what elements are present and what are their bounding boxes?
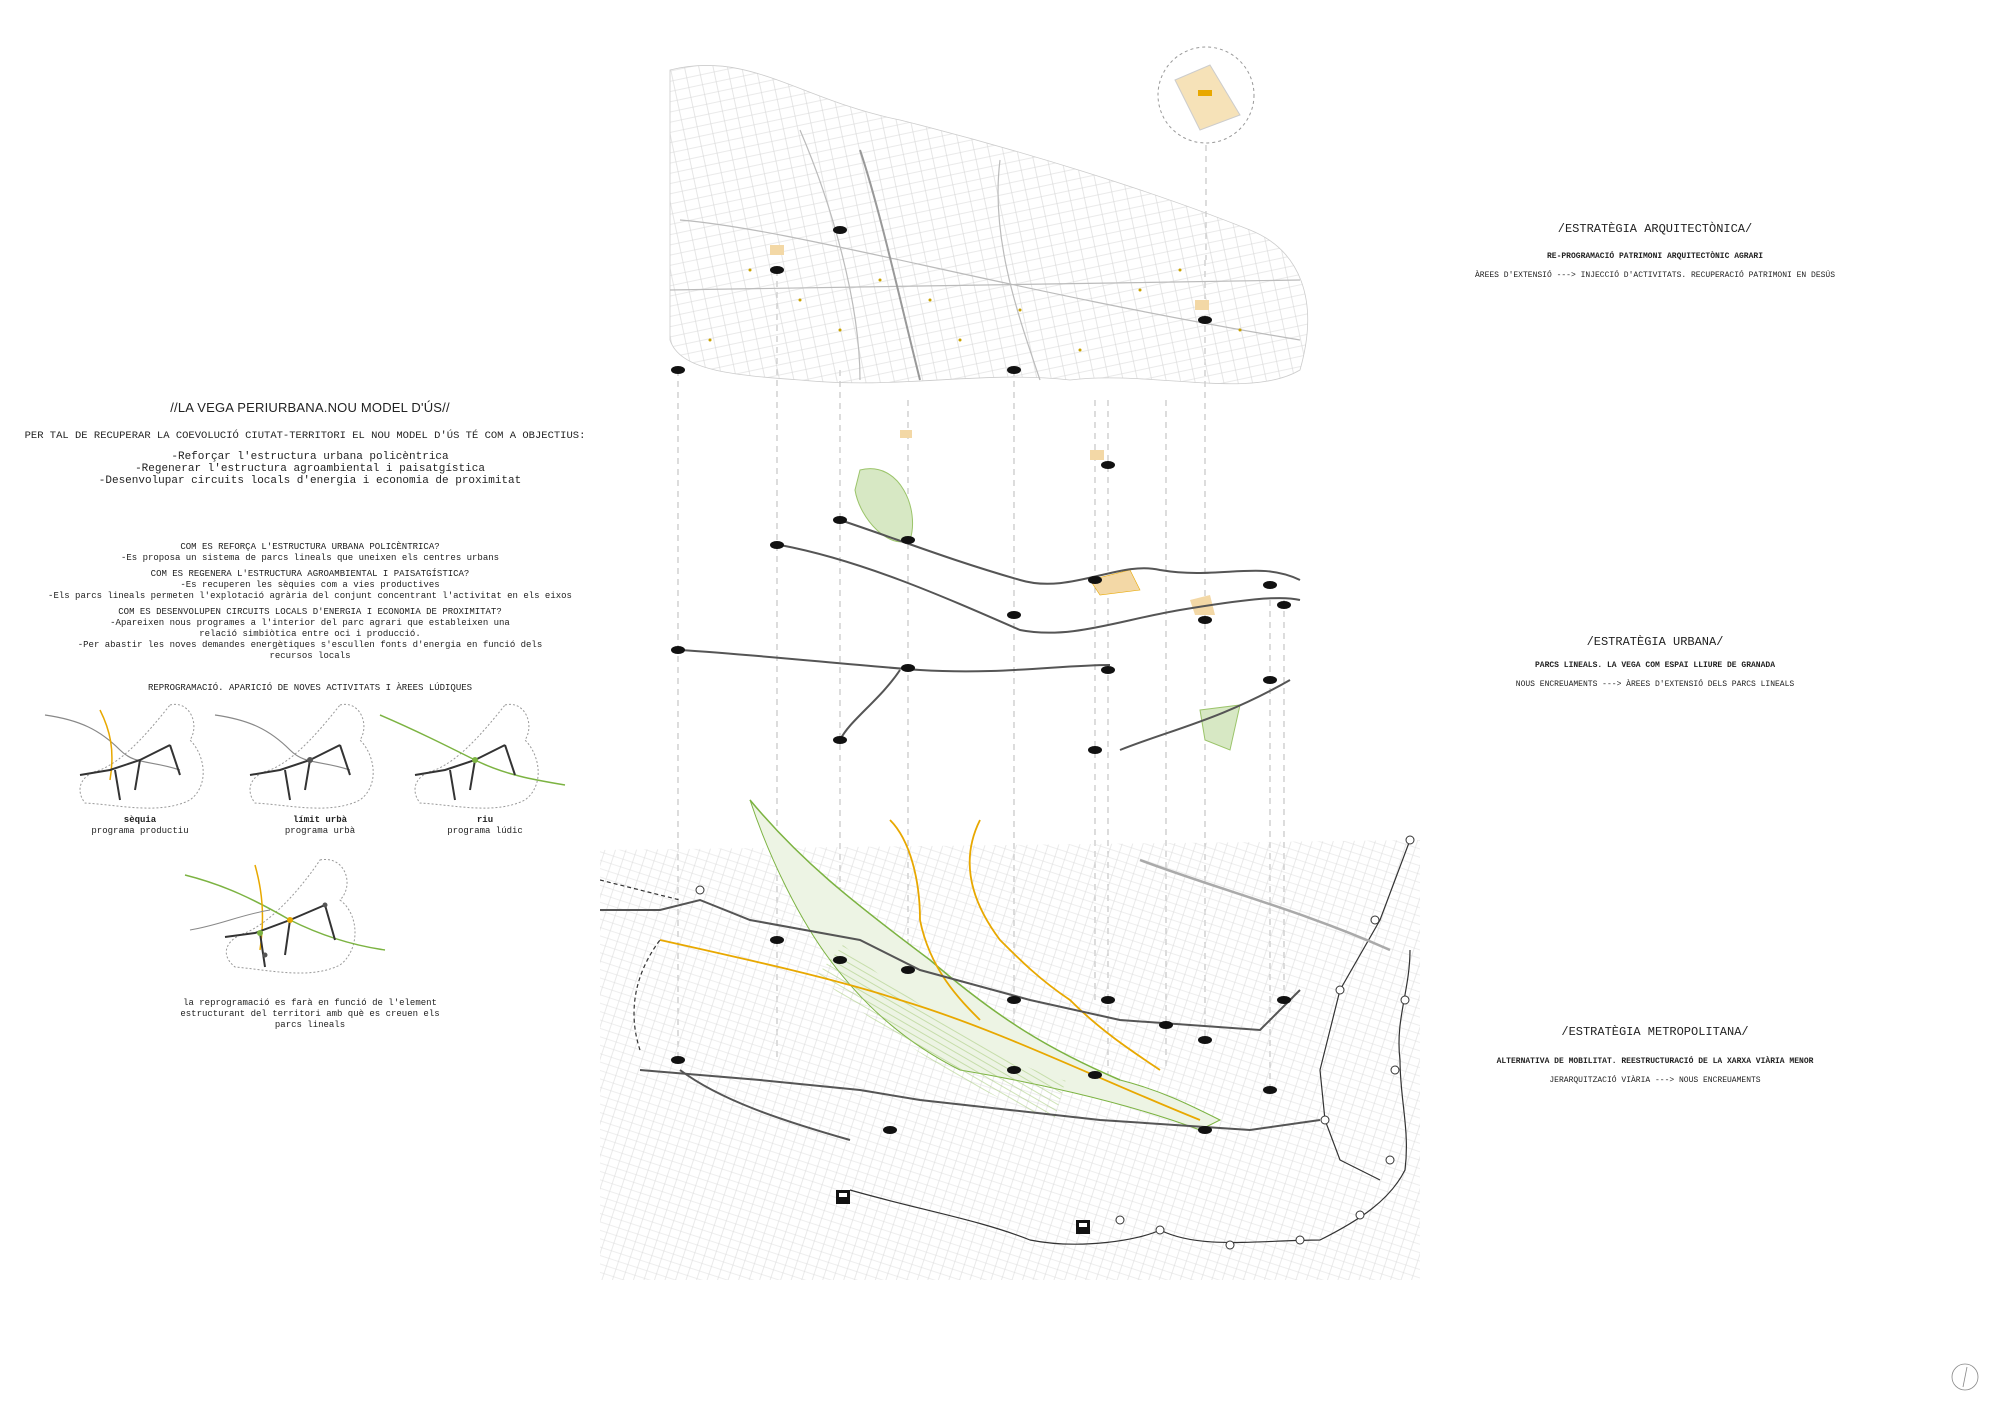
intro-text: PER TAL DE RECUPERAR LA COEVOLUCIÓ CIUTAT-TERRITORI EL NOU MODEL D'ÚS TÉ COM A OBJECTIUS: [24, 430, 586, 442]
caption-line-2: estructurant del territori amb què es creuen els [180, 1009, 440, 1019]
strategy-urban-title: /ESTRATÈGIA URBANA/ [1586, 635, 1724, 649]
crossing-node-icon [1007, 366, 1021, 374]
layer-architectural [670, 47, 1308, 460]
sheet-title: //LA VEGA PERIURBANA.NOU MODEL D'ÚS// [170, 400, 450, 415]
reprogramming-title: REPROGRAMACIÓ. APARICIÓ DE NOVES ACTIVITATS I ÀREES LÚDIQUES [147, 683, 473, 693]
diagram-sub-limit: programa urbà [284, 826, 356, 836]
diagram-sub-riu: programa lúdic [447, 826, 523, 836]
diagram-limit-urba [215, 704, 373, 808]
caption-line-3: parcs lineals [274, 1020, 346, 1030]
answer-3-4: recursos locals [269, 651, 351, 661]
question-3: COM ES DESENVOLUPEN CIRCUITS LOCALS D'ENERGIA I ECONOMIA DE PROXIMITAT? [118, 607, 502, 617]
crossing-node-icon [1007, 611, 1021, 619]
crossing-node-icon [1101, 996, 1115, 1004]
objective-3: -Desenvolupar circuits locals d'energia i economia de proximitat [98, 475, 522, 487]
crossing-node-icon [1198, 616, 1212, 624]
train-station-icon [836, 1190, 850, 1204]
crossing-node-icon [1263, 581, 1277, 589]
crossing-node-icon [1198, 316, 1212, 324]
combined-diagram [180, 855, 390, 985]
strategy-architectural-title: /ESTRATÈGIA ARQUITECTÒNICA/ [1557, 222, 1753, 236]
objective-1: -Reforçar l'estructura urbana policèntrica [171, 451, 449, 463]
diagram-label-sequia: sèquia [123, 815, 157, 825]
crossing-node-icon [1277, 996, 1291, 1004]
train-station-icon [1076, 1220, 1090, 1234]
answer-1-1: -Es proposa un sistema de parcs lineals que uneixen els centres urbans [120, 553, 500, 563]
strategy-architectural-desc: ÀREES D'EXTENSIÓ ---> INJECCIÓ D'ACTIVITATS. RECUPERACIÓ PATRIMONI EN DESÚS [1474, 271, 1836, 280]
question-1: COM ES REFORÇA L'ESTRUCTURA URBANA POLICÈNTRICA? [180, 542, 440, 552]
crossing-node-icon [901, 536, 915, 544]
objectives-list [60, 451, 560, 487]
answer-3-2: relació simbiòtica entre oci i producció. [199, 629, 421, 639]
crossing-node-icon [1277, 601, 1291, 609]
crossing-node-icon [770, 266, 784, 274]
strategy-metropolitan-title: /ESTRATÈGIA METROPOLITANA/ [1561, 1025, 1749, 1039]
crossing-node-icon [901, 664, 915, 672]
crossing-node-icon [1101, 666, 1115, 674]
crossing-node-icon [671, 366, 685, 374]
diagram-riu [380, 704, 565, 808]
reprogramming-diagrams [40, 700, 570, 820]
crossing-node-icon [671, 1056, 685, 1064]
crossing-node-icon [901, 966, 915, 974]
crossing-node-icon [833, 516, 847, 524]
answer-3-1: -Apareixen nous programes a l'interior del parc agrari que estableixen una [110, 618, 510, 628]
question-2: COM ES REGENERA L'ESTRUCTURA AGROAMBIENTAL I PAISATGÍSTICA? [150, 569, 470, 579]
crossing-node-icon [1263, 676, 1277, 684]
qa-block [20, 542, 600, 662]
caption-line-1: la reprogramació es farà en funció de l'element [183, 998, 437, 1008]
crossing-node-icon [770, 936, 784, 944]
layer-metropolitan [600, 800, 1420, 1280]
diagram-label-riu: riu [476, 815, 494, 825]
crossing-node-icon [1088, 1071, 1102, 1079]
answer-2-1: -Es recuperen les sèquies com a vies productives [180, 580, 440, 590]
crossing-node-icon [833, 226, 847, 234]
crossing-node-icon [1088, 746, 1102, 754]
diagram-label-limit: límit urbà [292, 815, 347, 825]
crossing-node-icon [1007, 1066, 1021, 1074]
crossing-node-icon [883, 1126, 897, 1134]
crossing-node-icon [1101, 461, 1115, 469]
crossing-node-icon [671, 646, 685, 654]
crossing-node-icon [833, 736, 847, 744]
crossing-node-icon [1198, 1126, 1212, 1134]
crossing-node-icon [1159, 1021, 1173, 1029]
north-arrow-icon [1950, 1362, 1980, 1392]
objective-2: -Regenerar l'estructura agroambiental i paisatgística [135, 463, 485, 475]
crossing-node-icon [1198, 1036, 1212, 1044]
diagram-sub-sequia: programa productiu [91, 826, 189, 836]
diagram-sequia [45, 704, 203, 808]
answer-2-2: -Els parcs lineals permeten l'explotació agrària del conjunt concentrant l'activitat en els eixos [48, 591, 572, 601]
strategy-metropolitan-subtitle: ALTERNATIVA DE MOBILITAT. REESTRUCTURACIÓ DE LA XARXA VIÀRIA MENOR [1496, 1057, 1814, 1066]
crossing-node-icon [833, 956, 847, 964]
caption [150, 998, 470, 1031]
crossing-node-icon [770, 541, 784, 549]
crossing-node-icon [1007, 996, 1021, 1004]
strategy-urban-desc: NOUS ENCREUAMENTS ---> ÀREES D'EXTENSIÓ DELS PARCS LINEALS [1515, 680, 1795, 689]
strategy-metropolitan-desc: JERARQUITZACIÓ VIÀRIA ---> NOUS ENCREUAMENTS [1549, 1076, 1761, 1085]
crossing-node-icon [1263, 1086, 1277, 1094]
exploded-axonometric [600, 40, 1420, 1290]
crossing-node-icon [1088, 576, 1102, 584]
answer-3-3: -Per abastir les noves demandes energètiques s'escullen fonts d'energia en funció dels [77, 640, 543, 650]
strategy-urban-subtitle: PARCS LINEALS. LA VEGA COM ESPAI LLIURE DE GRANADA [1534, 661, 1776, 670]
layer-urban [680, 469, 1300, 750]
strategy-architectural-subtitle: RE-PROGRAMACIÓ PATRIMONI ARQUITECTÒNIC AGRARI [1546, 252, 1764, 261]
